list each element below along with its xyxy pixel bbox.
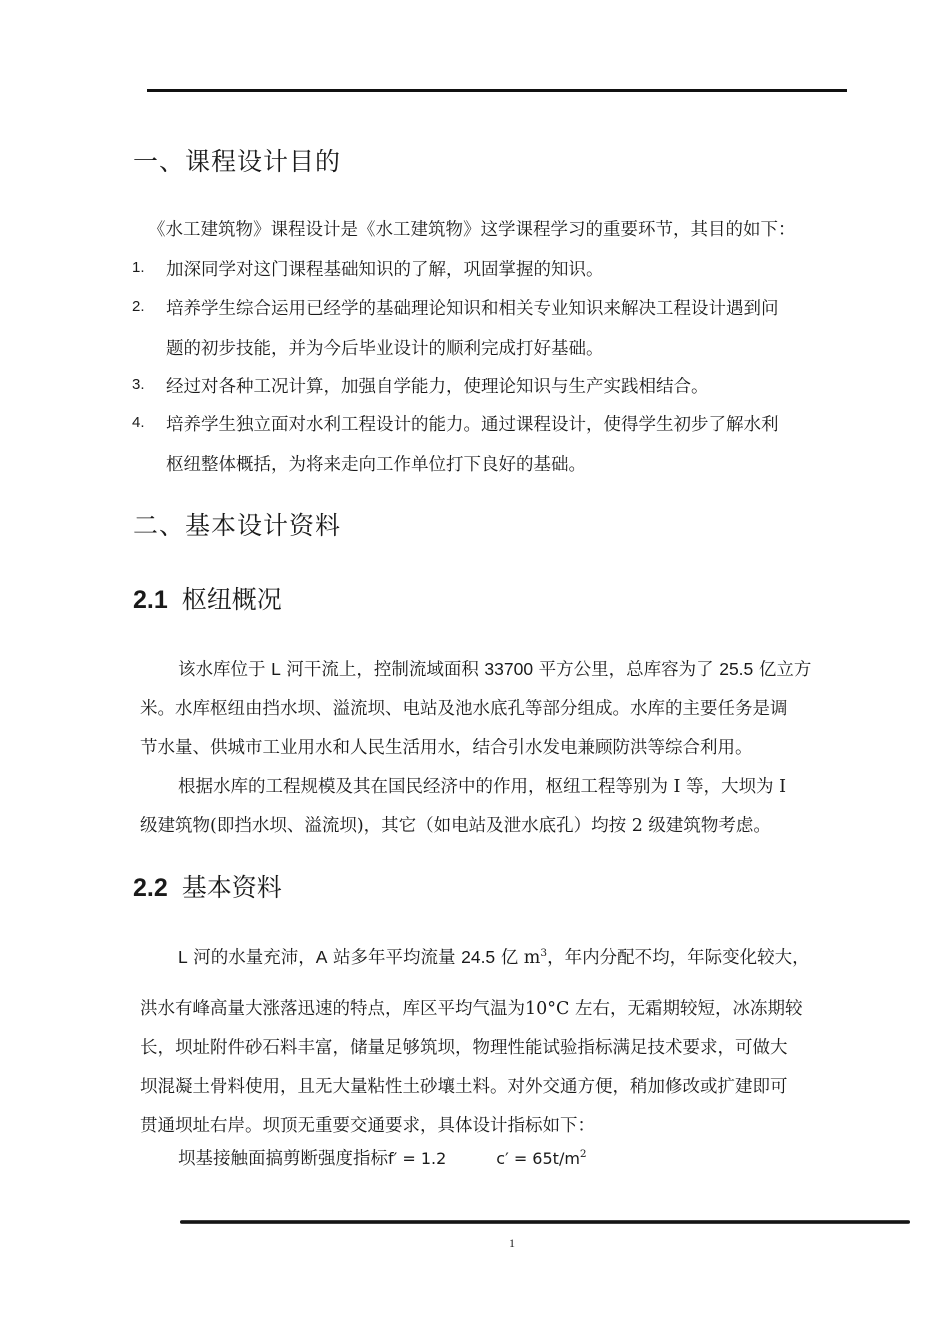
paragraph-line: 节水量、供城市工业用水和人民生活用水，结合引水发电兼顾防洪等综合利用。 [140, 738, 753, 758]
page-number: 1 [509, 1236, 515, 1250]
list-item-text: 经过对各种工况计算，加强自学能力，使理论知识与生产实践相结合。 [166, 377, 709, 397]
subsection-number: 2.1 [133, 586, 168, 614]
footer-rule [180, 1220, 910, 1224]
section-1-heading: 一、课程设计目的 [133, 147, 342, 176]
list-item-text: 题的初步技能，并为今后毕业设计的顺利完成打好基础。 [166, 339, 604, 359]
subsection-2-1-heading [133, 580, 282, 616]
paragraph-line: 坝混凝土骨料使用，且无大量粘性土砂壤土料。对外交通方便，稍加修改或扩建即可 [140, 1077, 788, 1097]
subsection-title: 基本资料 [181, 873, 282, 902]
paragraph-line: 洪水有峰高量大涨落迅速的特点，库区平均气温为10°C 左右，无霜期较短，冰冻期较 [140, 999, 803, 1019]
list-item-number: 4. [132, 414, 145, 431]
formula-line [178, 1145, 587, 1170]
section-2-heading: 二、基本设计资料 [133, 511, 342, 540]
list-item-text: 培养学生独立面对水利工程设计的能力。通过课程设计，使得学生初步了解水利 [166, 415, 779, 435]
list-item-text: 培养学生综合运用已经学的基础理论知识和相关专业知识来解决工程设计遇到问 [166, 299, 779, 319]
list-item-number: 1. [132, 259, 145, 276]
formula-c: c′ = 65t/m [496, 1149, 580, 1168]
subsection-2-2-heading [133, 868, 282, 904]
formula-label: 坝基接触面搞剪断强度指标 [178, 1149, 388, 1169]
formula-f: f′ = 1.2 [388, 1149, 447, 1168]
paragraph-line: 该水库位于 L 河干流上，控制流域面积 33700 平方公里，总库容为了 25.5 亿立方 [178, 659, 812, 680]
section-1-intro: 《水工建筑物》课程设计是《水工建筑物》这学课程学习的重要环节，其目的如下： [148, 220, 796, 240]
list-item-number: 3. [132, 376, 145, 393]
list-item-text: 加深同学对这门课程基础知识的了解，巩固掌握的知识。 [166, 260, 604, 280]
paragraph-line: 米。水库枢纽由挡水坝、溢流坝、电站及池水底孔等部分组成。水库的主要任务是调 [140, 699, 788, 719]
paragraph-line: 长，坝址附件砂石料丰富，储量足够筑坝，物理性能试验指标满足技术要求，可做大 [140, 1038, 788, 1058]
list-item-number: 2. [132, 298, 145, 315]
subsection-title: 枢纽概况 [181, 585, 282, 614]
paragraph-line: 级建筑物(即挡水坝、溢流坝)，其它（如电站及泄水底孔）均按 2 级建筑物考虑。 [140, 816, 771, 836]
subsection-number: 2.2 [133, 874, 168, 902]
list-item-text: 枢纽整体概括，为将来走向工作单位打下良好的基础。 [166, 455, 586, 475]
formula-c-exponent: 2 [579, 1148, 587, 1161]
paragraph-line: 根据水库的工程规模及其在国民经济中的作用，枢纽工程等别为 Ⅰ 等，大坝为 Ⅰ [178, 777, 787, 797]
paragraph-line: L 河的水量充沛，A 站多年平均流量 24.5 亿 $m^3$，年内分配不均，年际变化较大， [178, 947, 810, 968]
paragraph-line: 贯通坝址右岸。坝顶无重要交通要求，具体设计指标如下： [140, 1116, 595, 1136]
header-rule [147, 89, 847, 92]
